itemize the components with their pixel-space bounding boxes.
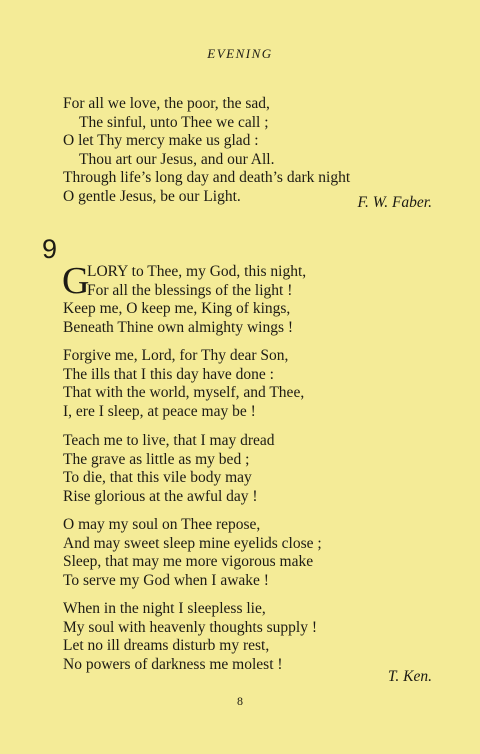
hymn-stanza-4	[63, 516, 443, 590]
hymn-stanza-2	[63, 347, 443, 421]
verse-line: Beneath Thine own almighty wings !	[63, 318, 294, 336]
verse-line: LORY to Thee, my God, this night,	[87, 263, 307, 280]
hymn-stanza-3	[63, 432, 443, 506]
verse-line: No powers of darkness me molest !	[63, 655, 283, 673]
hymn-stanza-5	[63, 600, 443, 674]
previous-hymn-stanza	[63, 95, 443, 206]
running-head: EVENING	[207, 46, 273, 61]
verse-line: To serve my God when I awake !	[63, 571, 269, 589]
verse-line: O may my soul on Thee repose,	[63, 516, 261, 533]
verse-line: Let no ill dreams disturb my rest,	[63, 637, 270, 654]
verse-line: For all the blessings of the light !	[87, 281, 293, 299]
verse-line: Keep me, O keep me, King of kings,	[63, 300, 291, 317]
verse-line: Through life’s long day and death’s dark night	[63, 169, 351, 186]
dropcap-letter: G	[62, 260, 90, 302]
verse-line: O let Thy mercy make us glad :	[63, 132, 259, 149]
hymn-attribution: T. Ken.	[387, 668, 432, 685]
verse-line: The ills that I this day have done :	[63, 365, 274, 383]
verse-line: Teach me to live, that I may dread	[63, 432, 275, 449]
page-number: 8	[237, 694, 243, 708]
previous-hymn-attribution: F. W. Faber.	[357, 194, 432, 211]
verse-line: O gentle Jesus, be our Light.	[63, 187, 241, 205]
hymn-number: 9	[42, 234, 58, 264]
verse-line: Sleep, that may me more vigorous make	[63, 553, 314, 570]
verse-line: My soul with heavenly thoughts supply !	[63, 618, 318, 636]
verse-line: Thou art our Jesus, and our All.	[79, 150, 275, 168]
verse-line: Rise glorious at the awful day !	[63, 487, 258, 505]
verse-line: That with the world, myself, and Thee,	[63, 384, 305, 401]
verse-line: When in the night I sleepless lie,	[63, 600, 266, 617]
verse-line: The sinful, unto Thee we call ;	[79, 113, 269, 131]
verse-line: I, ere I sleep, at peace may be !	[63, 402, 256, 420]
verse-line: To die, that this vile body may	[63, 469, 252, 486]
verse-line: And may sweet sleep mine eyelids close ;	[63, 534, 322, 552]
verse-line: For all we love, the poor, the sad,	[63, 95, 270, 112]
verse-line: The grave as little as my bed ;	[63, 450, 250, 468]
verse-line: Forgive me, Lord, for Thy dear Son,	[63, 347, 289, 364]
hymn-stanza-1	[62, 260, 443, 337]
